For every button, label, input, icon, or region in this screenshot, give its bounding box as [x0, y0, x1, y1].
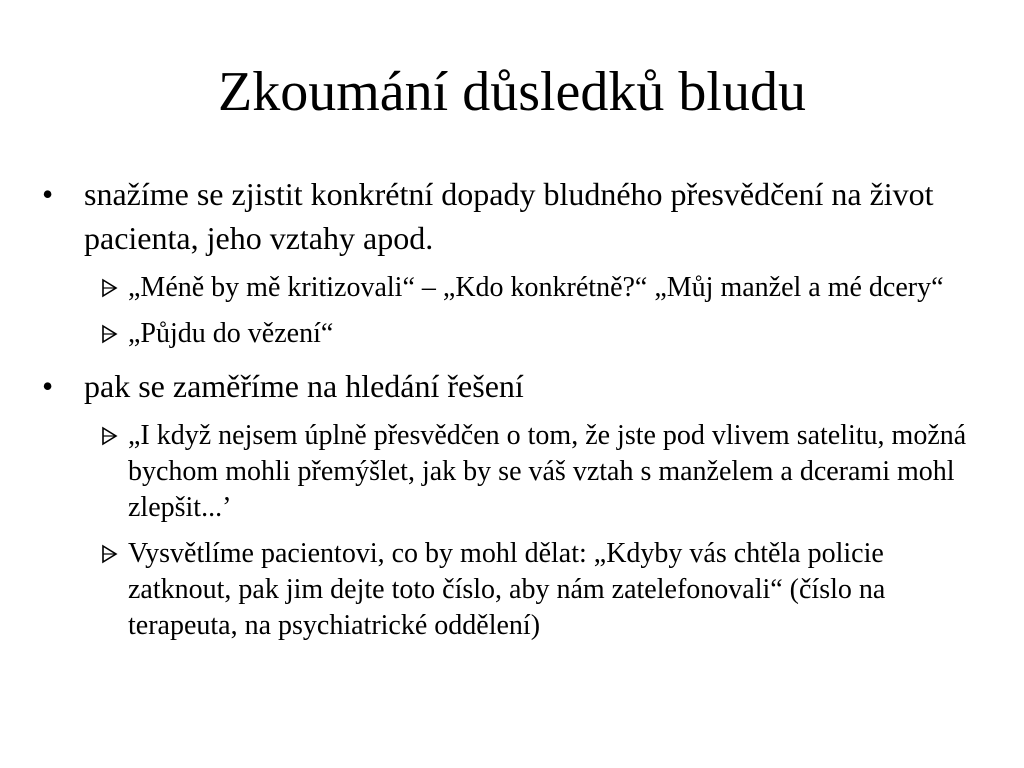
sub-bullet-text: Vysvětlíme pacientovi, co by mohl dělat: „Kdyby vás chtěla policie zatknout, pak jim dejte toto číslo, aby nám zatelefonovali“ (číslo na terapeuta, na psychiatrické oddělení)	[128, 538, 886, 641]
sub-bullet-item-2-2	[0, 536, 1024, 644]
slide-title: Zkoumání důsledků bludu	[218, 61, 806, 123]
sub-bullet-item-1-2	[0, 316, 1024, 352]
bullet-item-1	[0, 172, 1024, 260]
sub-bullet-text: „Půjdu do vězení“	[128, 318, 334, 349]
bullet-icon: •	[42, 176, 54, 212]
sub-bullet-text: „I když nejsem úplně přesvědčen o tom, že jste pod vlivem satelitu, možná bychom mohli přemýšlet, jak by se váš vztah s manželem a dcerami mohl zlepšit...’	[128, 420, 967, 523]
bullet-icon: •	[42, 368, 54, 404]
arrow-bullet-icon	[98, 270, 122, 306]
bullet-item-2	[0, 364, 1024, 408]
sub-bullet-text: „Méně by mě kritizovali“ – „Kdo konkrétně?“ „Můj manžel a mé dcery“	[128, 272, 944, 303]
arrow-bullet-icon	[98, 316, 122, 352]
arrow-bullet-icon	[98, 536, 122, 572]
bullet-text: snažíme se zjistit konkrétní dopady bludného přesvědčení na život pacienta, jeho vztahy apod.	[84, 176, 934, 256]
slide-content	[0, 172, 1024, 654]
sub-bullet-item-1-1	[0, 270, 1024, 306]
sub-bullet-item-2-1	[0, 418, 1024, 526]
bullet-text: pak se zaměříme na hledání řešení	[84, 368, 524, 404]
arrow-bullet-icon	[98, 418, 122, 454]
